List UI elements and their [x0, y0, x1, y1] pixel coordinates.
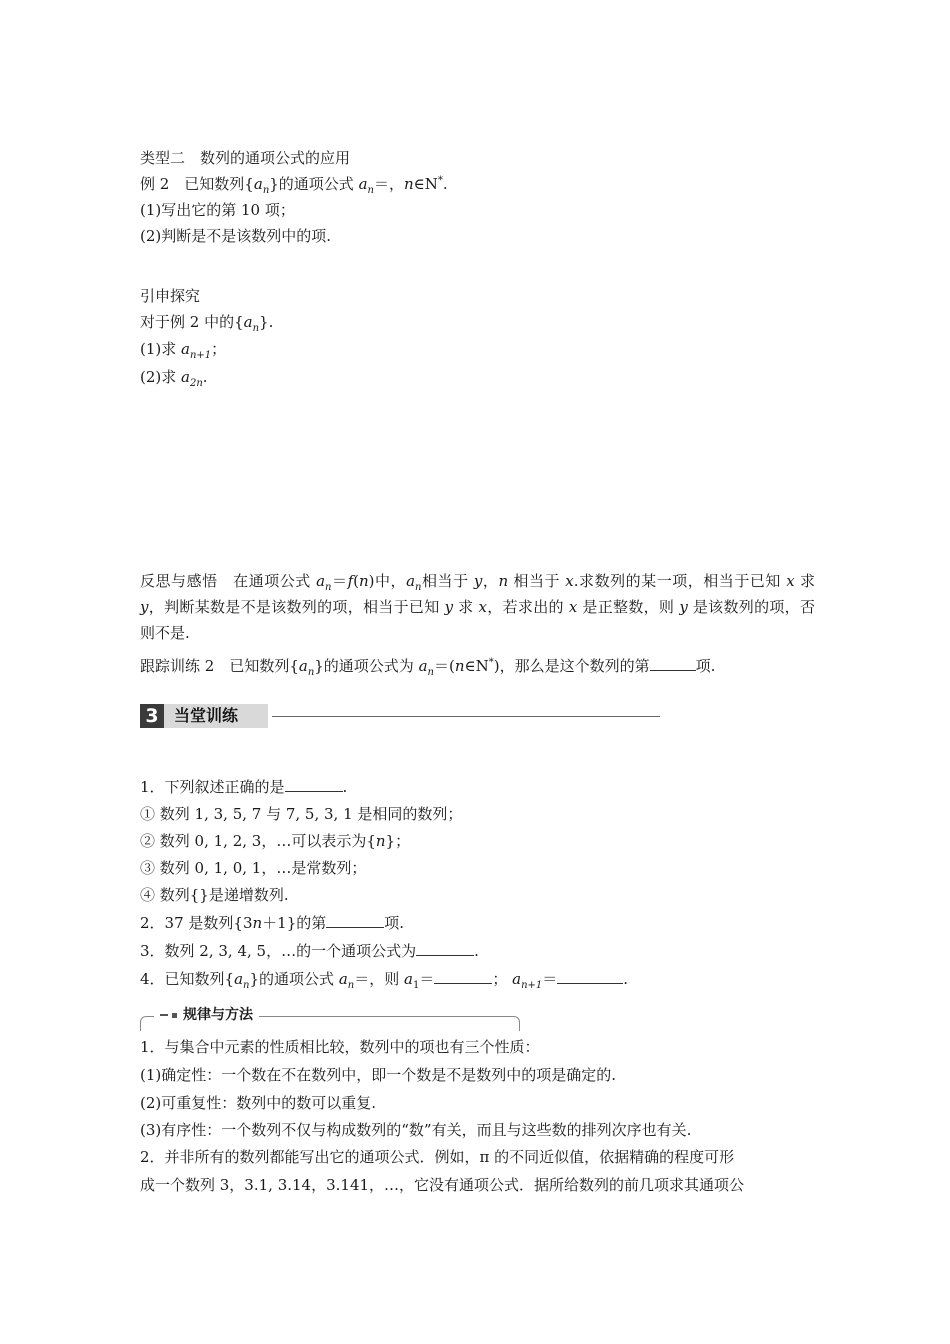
answer-blank[interactable] — [434, 969, 492, 984]
answer-blank[interactable] — [285, 777, 343, 792]
extension-heading: 引申探究 — [140, 287, 201, 305]
tracking-exercise-2: 跟踪训练 2 已知数列$\{a_n\}$的通项公式为 $a_n=(n\in N^*)$，那么是这个数列的第 项. — [140, 657, 716, 678]
section-heading-type2: 类型二 数列的通项公式的应用 — [140, 149, 351, 167]
example-2-question-1: (1)写出它的第 10 项； — [140, 201, 295, 219]
exercise-1-option-1: ① 数列 1, 3, 5, 7 与 7, 5, 3, 1 是相同的数列； — [140, 805, 463, 823]
rule-1a: (1)确定性：一个数在不在数列中，即一个数是不是数列中的项是确定的. — [140, 1066, 617, 1084]
answer-blank[interactable] — [326, 913, 384, 928]
section-number: 3 — [140, 704, 164, 728]
section-banner-practice — [140, 704, 525, 728]
dash-icon — [160, 1014, 168, 1016]
square-bullet-icon — [172, 1013, 177, 1018]
exercise-1-option-3: ③ 数列 0, 1, 0, 1，…是常数列； — [140, 859, 367, 877]
answer-blank[interactable] — [557, 969, 623, 984]
answer-blank[interactable] — [650, 656, 696, 671]
extension-intro: 对于例 2 中的$\{a_n\}$. — [140, 313, 274, 334]
rule-1b: (2)可重复性：数列中的数可以重复. — [140, 1094, 377, 1112]
example-2-question-2: (2)判断是不是该数列中的项. — [140, 227, 332, 245]
reflection-paragraph: 反思与感悟 在通项公式 $a_n=f(n)$中，$a_n$相当于 y，n 相当于 x.求数列的某一项，相当于已知 x 求 y，判断某数是不是该数列的项，相当于已知 y 求 x，若求出的 x 是正整数，则 y 是该数列的项，否则不是. — [140, 572, 815, 642]
section-title: 当堂训练 — [164, 704, 268, 728]
reflection-label: 反思与感悟 — [140, 572, 218, 590]
answer-blank[interactable] — [416, 941, 474, 956]
extension-question-1: (1)求 $a_{n+1}$； — [140, 340, 227, 361]
extension-question-2: (2)求 $a_{2n}$. — [140, 368, 208, 389]
method-box-label: 规律与方法 — [154, 1004, 259, 1026]
exercise-1: 1．下列叙述正确的是 . — [140, 778, 348, 796]
exercise-1-option-4: ④ 数列{}是递增数列. — [140, 886, 289, 904]
rule-2-line-2: 成一个数列 3，3.1, 3.14，3.141，…，它没有通项公式．据所给数列的前几项求其通项公 — [140, 1176, 745, 1194]
exercise-4: 4．已知数列$\{a_n\}$的通项公式 $a_n=$，则 $a_1=$ ； $a_{n+1}=$ . — [140, 970, 629, 991]
section-rule — [272, 716, 660, 717]
exercise-2: 2．37 是数列{3n＋1}的第 项. — [140, 914, 405, 932]
example-2: 例 2 已知数列$\{a_n\}$的通项公式 $a_n=$，n∈N*. — [140, 175, 448, 196]
exercise-1-option-2: ② 数列 0, 1, 2, 3，…可以表示为{n}； — [140, 832, 411, 850]
exercise-3: 3．数列 2, 3, 4, 5，…的一个通项公式为 . — [140, 942, 479, 960]
rule-2-line-1: 2．并非所有的数列都能写出它的通项公式．例如，π 的不同近似值，依据精确的程度可形 — [140, 1148, 735, 1166]
rule-1: 1．与集合中元素的性质相比较，数列中的项也有三个性质： — [140, 1038, 540, 1056]
method-box-header — [140, 1004, 520, 1030]
rule-1c: (3)有序性：一个数列不仅与构成数列的“数”有关，而且与这些数的排列次序也有关. — [140, 1121, 692, 1139]
